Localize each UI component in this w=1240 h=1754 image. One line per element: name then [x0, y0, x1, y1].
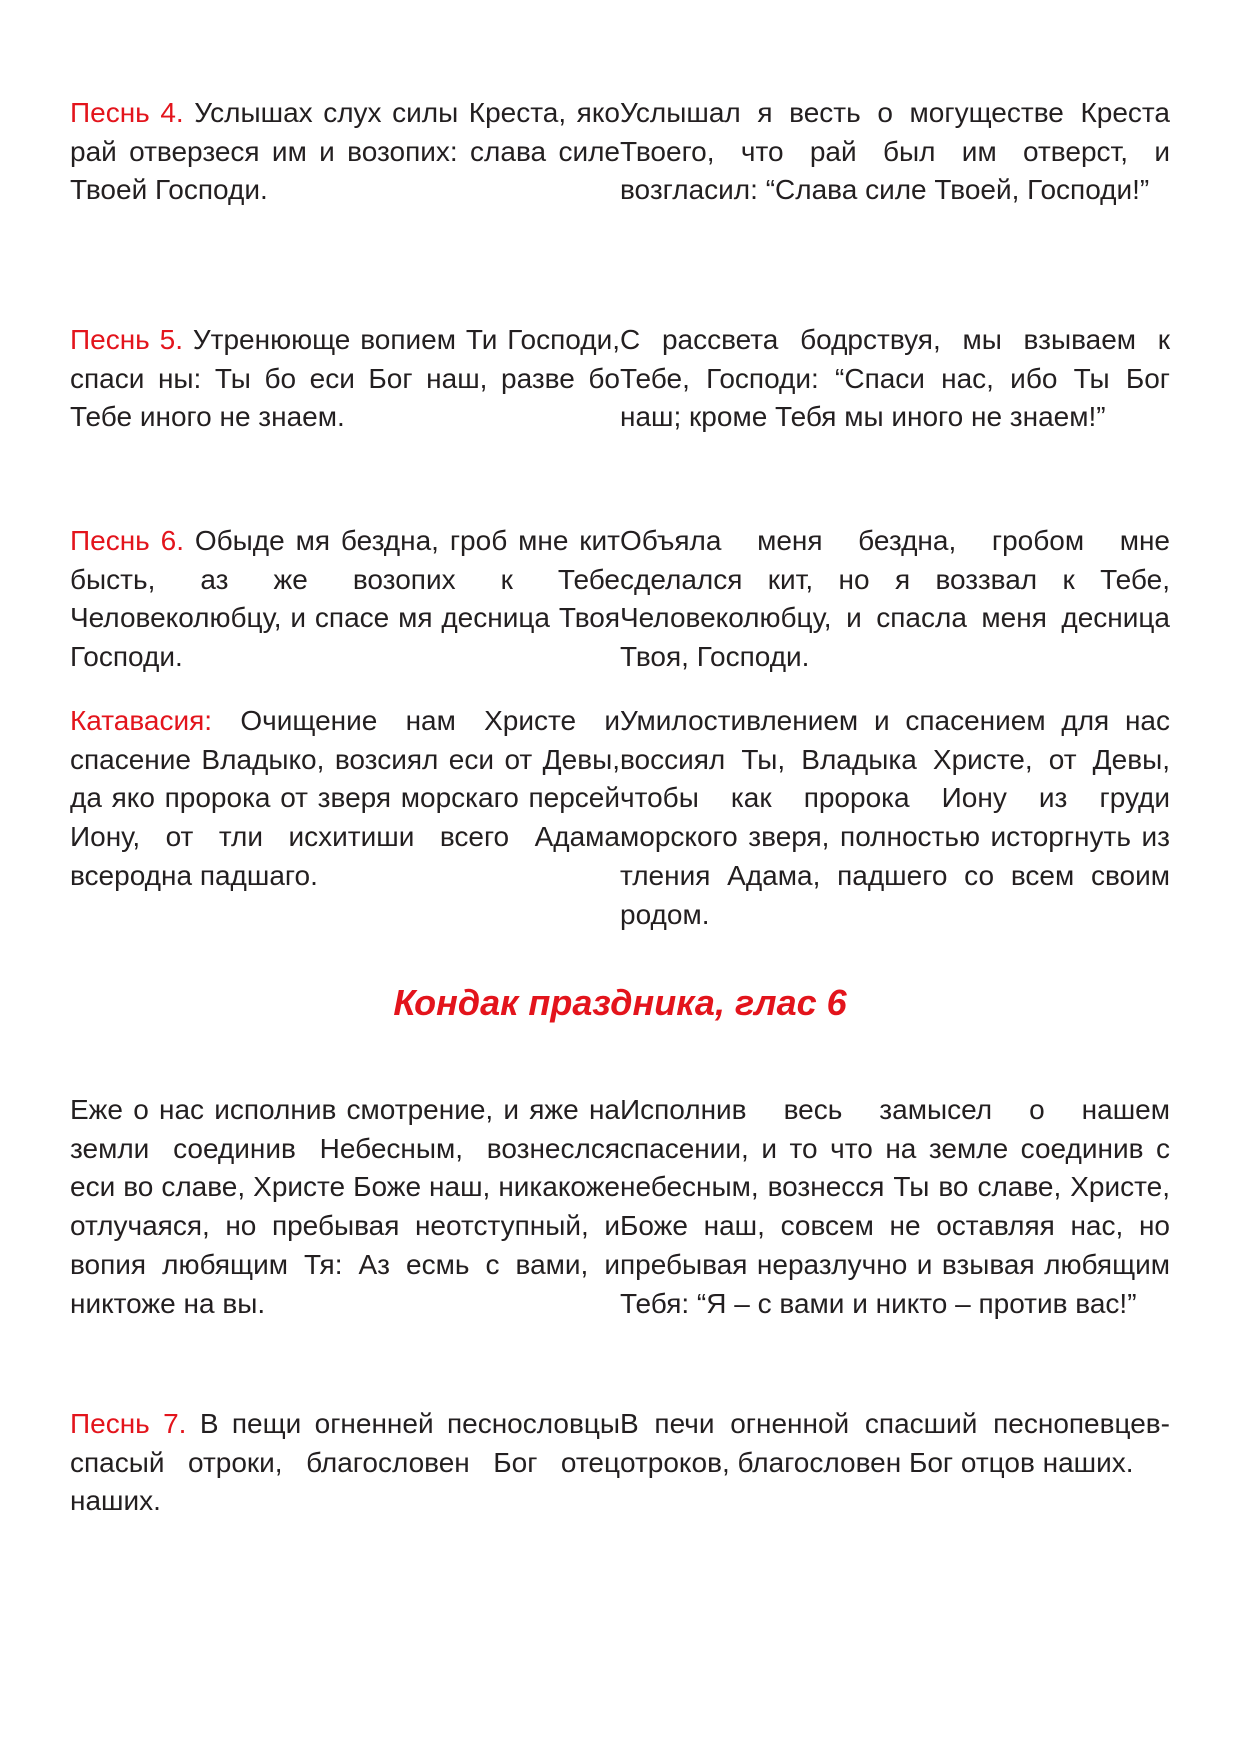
- katavasia-section: [70, 702, 1170, 934]
- song-5-label: Песнь 5.: [70, 324, 183, 355]
- song-7-label: Песнь 7.: [70, 1408, 187, 1439]
- song-4-slavonic: [70, 94, 620, 210]
- song-7-russian: В печи огненной спасший песнопевцев-отроков, благословен Бог отцов наших.: [620, 1408, 1170, 1478]
- song-6-russian: Объяла меня бездна, гробом мне сделался кит, но я воззвал к Тебе, Человеколюбцу, и спасла меня десница Твоя, Господи.: [620, 525, 1170, 673]
- kondak-heading: Кондак праздника, глас 6: [393, 982, 847, 1023]
- song-6-slavonic: [70, 522, 620, 677]
- kondak-russian: Исполнив весь замысел о нашем спасении, и то что на земле соединив с небесным, вознесся Ты во славе, Христе, Боже наш, совсем не оставляя нас, но пребывая неразлучно и взывая любящим Тебя: “Я – с вами и никто – против вас!”: [620, 1094, 1170, 1319]
- katavasia-label: Катавасия:: [70, 705, 213, 736]
- song-4-slavonic-text: Услышах слух силы Креста, яко рай отверзеся им и возопих: слава силе Твоей Господи.: [70, 97, 620, 206]
- song-5-slavonic-text: Утренююще вопием Ти Господи, спаси ны: Ты бо еси Бог наш, разве бо Тебе иного не знаем.: [70, 324, 620, 433]
- song-6-slavonic-text: Обыде мя бездна, гроб мне кит бысть, аз же возопих к Тебе Человеколюбцу, и спасе мя десница Твоя Господи.: [70, 525, 620, 673]
- katavasia-slavonic-text: Очищение нам Христе и спасение Владыко, возсиял еси от Девы, да яко пророка от зверя морскаго персей Иону, от тли исхитиши всего Адама всеродна падшаго.: [70, 705, 620, 891]
- song-5-slavonic: [70, 321, 620, 437]
- song-6-label: Песнь 6.: [70, 525, 184, 556]
- katavasia-slavonic: [70, 702, 620, 934]
- song-5-section: [70, 321, 1170, 437]
- song-4-label: Песнь 4.: [70, 97, 184, 128]
- song-7-slavonic: [70, 1405, 620, 1521]
- kondak-slavonic: Еже о нас исполнив смотрение, и яже на земли соединив Небесным, вознеслся еси во славе, Христе Боже наш, никакоже отлучаяся, но пребывая неотступный, и вопия любящим Тя: Аз есмь с вами, и никтоже на вы.: [70, 1094, 620, 1319]
- song-4-russian: Услышал я весть о могуществе Креста Твоего, что рай был им отверст, и возгласил: “Слава силе Твоей, Господи!”: [620, 97, 1170, 206]
- song-7-section: [70, 1405, 1170, 1521]
- katavasia-russian: Умилостивлением и спасением для нас воссиял Ты, Владыка Христе, от Девы, чтобы как пророка Иону из груди морского зверя, полностью исторгнуть из тления Адама, падшего со всем своим родом.: [620, 705, 1170, 930]
- song-6-section: [70, 522, 1170, 677]
- song-5-russian: С рассвета бодрствуя, мы взываем к Тебе, Господи: “Спаси нас, ибо Ты Бог наш; кроме Тебя мы иного не знаем!”: [620, 324, 1170, 433]
- song-4-section: [70, 94, 1170, 210]
- kondak-section: [70, 1091, 1170, 1323]
- song-7-slavonic-text: В пещи огненней песнословцы спасый отроки, благословен Бог отец наших.: [70, 1408, 620, 1517]
